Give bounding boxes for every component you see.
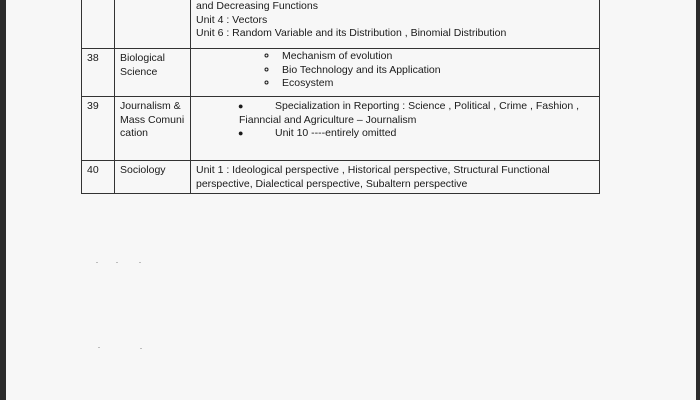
row-number-cell: 40 xyxy=(82,161,115,194)
subject-cell xyxy=(115,0,191,49)
row-number-cell: 38 xyxy=(82,49,115,97)
table-row xyxy=(82,0,600,49)
table-row xyxy=(82,49,600,97)
bullet-item xyxy=(196,100,594,114)
bullet-icon: ● xyxy=(238,101,244,111)
topics-cell xyxy=(191,49,600,97)
topics-cell xyxy=(191,0,600,49)
topic-line: Unit 6 : Random Variable and its Distribution , Binomial Distribution xyxy=(196,27,507,39)
table-row xyxy=(82,97,600,161)
topics-cell xyxy=(191,97,600,161)
bullet-text: Unit 10 ----entirely omitted xyxy=(275,127,397,139)
scan-speck xyxy=(96,262,98,263)
subject-cell: Journalism & Mass Comunication xyxy=(115,97,191,161)
list-item: ◦ Mechanism of evolution xyxy=(278,50,594,64)
subject-cell: Sociology xyxy=(115,161,191,194)
topics-cell: Unit 1 : Ideological perspective , Historical perspective, Structural Functional perspective, Dialectical perspective, Subaltern perspective xyxy=(191,161,600,194)
topic-list xyxy=(196,50,594,91)
subject-cell: Biological Science xyxy=(115,49,191,97)
row-number-cell: 39 xyxy=(82,97,115,161)
scan-speck xyxy=(140,348,142,349)
syllabus-table xyxy=(81,0,600,194)
scan-speck xyxy=(139,262,141,263)
list-item: ◦ Ecosystem xyxy=(278,77,594,91)
topic-line: Unit 4 : Vectors xyxy=(196,13,268,26)
list-item: ◦ Bio Technology and its Application xyxy=(278,64,594,78)
bullet-continuation: Fianncial and Agriculture – Journalism xyxy=(239,113,417,126)
bullet-text: Specialization in Reporting : Science , Political , Crime , Fashion , xyxy=(275,100,580,112)
topic-line: and Decreasing Functions xyxy=(196,0,318,12)
row-number-cell xyxy=(82,0,115,49)
bullet-item xyxy=(196,127,594,141)
viewer-right-edge xyxy=(696,0,700,400)
table-row xyxy=(82,161,600,194)
scan-speck xyxy=(116,262,118,263)
scan-speck xyxy=(98,347,100,348)
bullet-icon: ● xyxy=(238,128,244,138)
viewer-left-edge xyxy=(0,0,6,400)
